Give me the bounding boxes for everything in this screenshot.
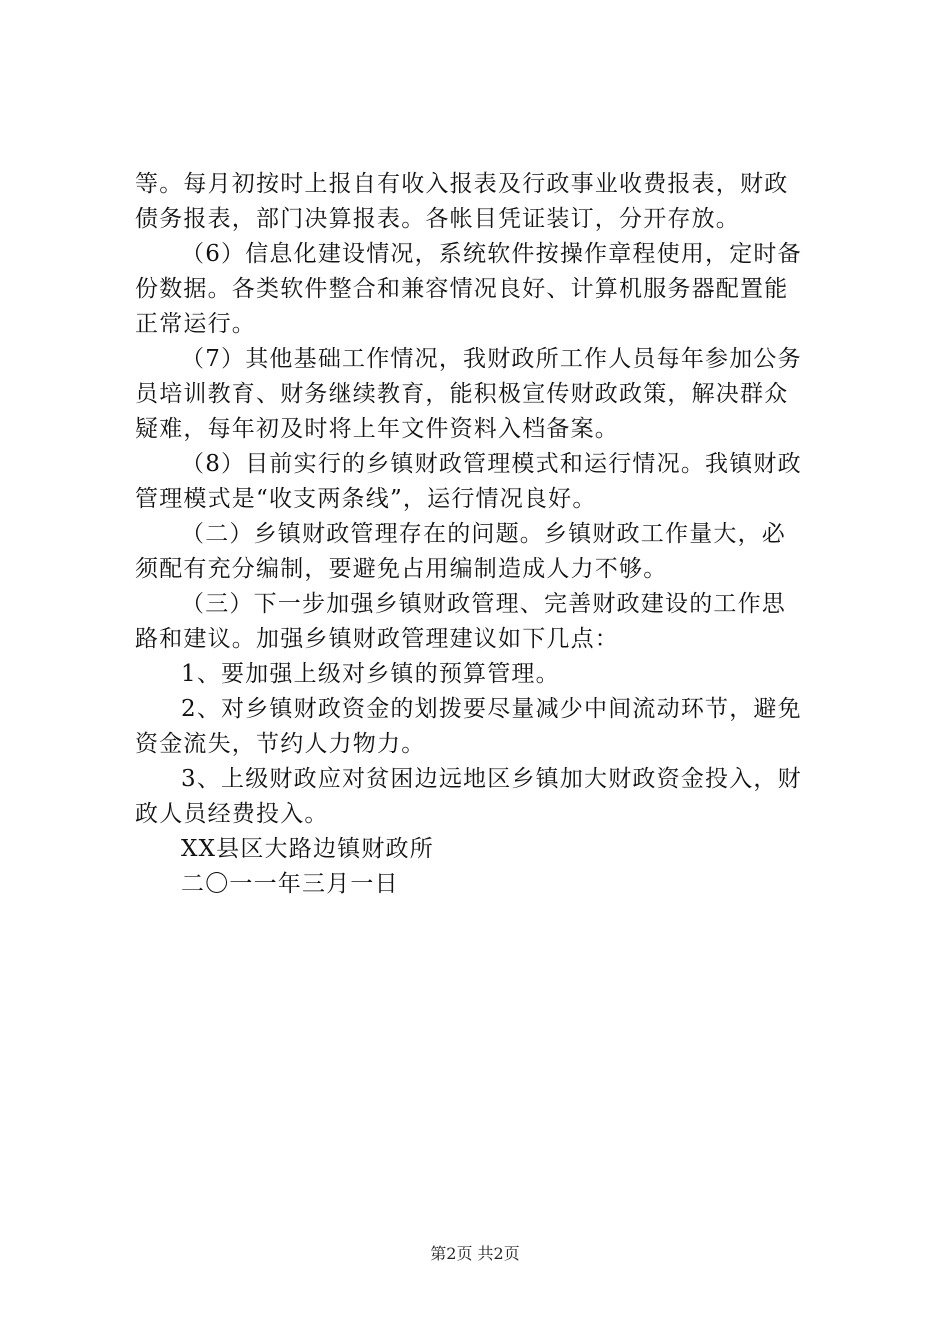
text-line: 3、上级财政应对贫困边远地区乡镇加大财政资金投入，财: [181, 766, 802, 792]
text-line: （6）信息化建设情况，系统软件按操作章程使用，定时备: [181, 241, 802, 267]
text-line: （二）乡镇财政管理存在的问题。乡镇财政工作量大，必: [181, 521, 786, 547]
text-line: 管理模式是“收支两条线”，运行情况良好。: [135, 486, 597, 512]
text-line: 疑难，每年初及时将上年文件资料入档备案。: [135, 416, 619, 442]
text-line: 1、要加强上级对乡镇的预算管理。: [181, 661, 560, 687]
document-body: [135, 167, 835, 902]
text-line: 政人员经费投入。: [135, 801, 329, 827]
page-number: 第2页 共2页: [430, 1244, 520, 1263]
text-line: 须配有充分编制，要避免占用编制造成人力不够。: [135, 556, 668, 582]
text-line: （7）其他基础工作情况，我财政所工作人员每年参加公务: [181, 346, 802, 372]
text-line: 员培训教育、财务继续教育，能积极宣传财政政策，解决群众: [135, 381, 789, 407]
text-line: （8）目前实行的乡镇财政管理模式和运行情况。我镇财政: [181, 451, 802, 477]
text-line: 资金流失，节约人力物力。: [135, 731, 426, 757]
text-line: 2、对乡镇财政资金的划拨要尽量减少中间流动环节，避免: [181, 696, 802, 722]
text-line: 等。每月初按时上报自有收入报表及行政事业收费报表，财政: [135, 171, 789, 197]
text-line: 路和建议。加强乡镇财政管理建议如下几点：: [135, 626, 619, 652]
signature-date: 二〇一一年三月一日: [181, 871, 399, 897]
signature-organization: XX县区大路边镇财政所: [181, 836, 434, 862]
text-line: 份数据。各类软件整合和兼容情况良好、计算机服务器配置能: [135, 276, 789, 302]
text-line: 债务报表，部门决算报表。各帐目凭证装订，分开存放。: [135, 206, 740, 232]
text-line: 正常运行。: [135, 311, 256, 337]
text-line: （三）下一步加强乡镇财政管理、完善财政建设的工作思: [181, 591, 786, 617]
